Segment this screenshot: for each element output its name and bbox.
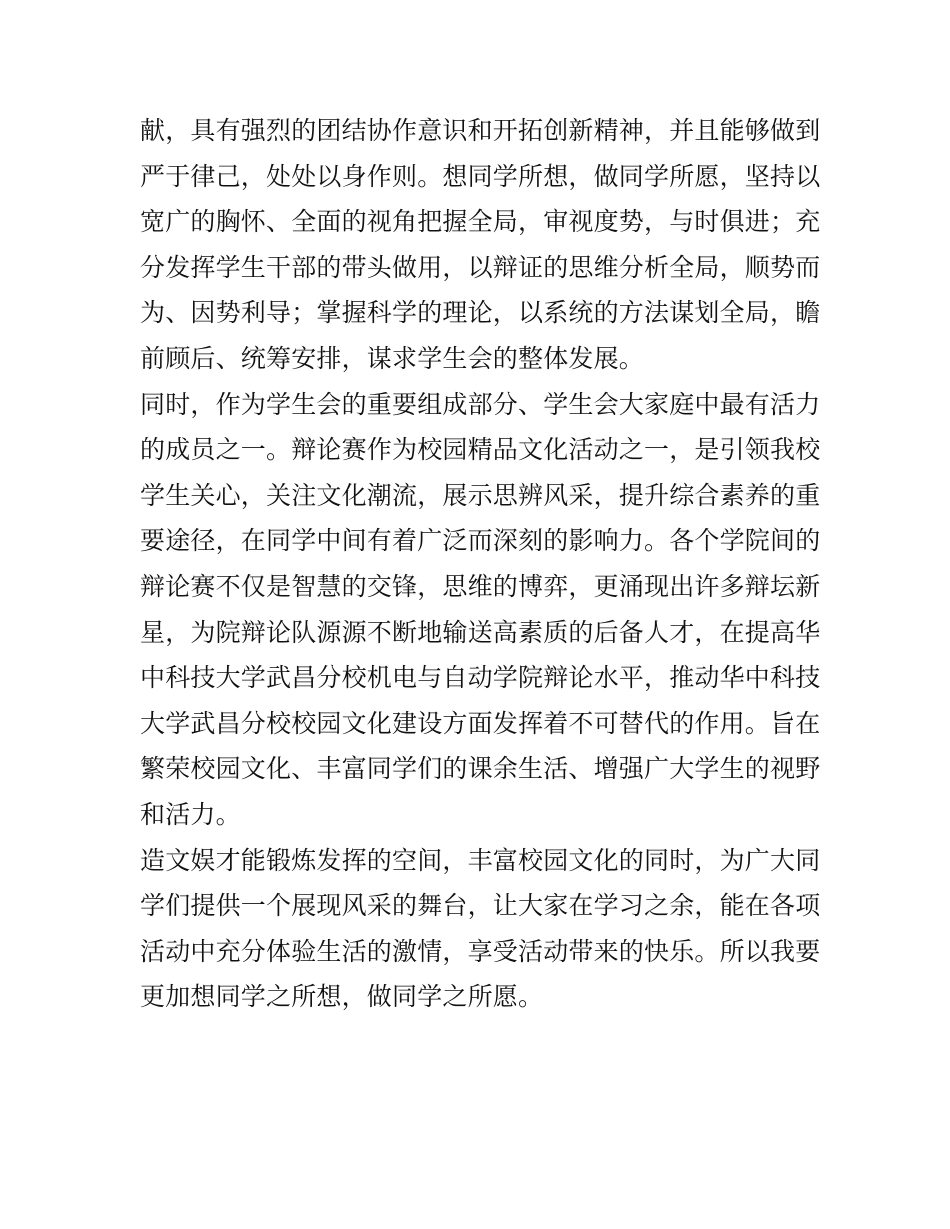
text-line: 的成员之一。辩论赛作为校园精品文化活动之一，是引领我校 [140,435,821,465]
text-line: 学生关心，关注文化潮流，展示思辨风采，提升综合素养的重 [140,480,821,510]
text-line: 和活力。 [140,799,241,829]
text-line: 学们提供一个展现风采的舞台，让大家在学习之余，能在各项 [140,891,821,921]
text-line: 星，为院辩论队源源不断地输送高素质的后备人才，在提高华 [140,617,821,647]
text-line: 繁荣校园文化、丰富同学们的课余生活、增强广大学生的视野 [140,754,821,784]
text-line: 活动中充分体验生活的激情，享受活动带来的快乐。所以我要 [140,936,821,966]
body-text [140,108,820,1020]
text-line: 更加想同学之所想，做同学之所愿。 [140,982,544,1012]
text-line: 严于律己，处处以身作则。想同学所想，做同学所愿，坚持以 [140,161,821,191]
text-line: 中科技大学武昌分校机电与自动学院辩论水平，推动华中科技 [140,663,821,693]
text-line: 同时，作为学生会的重要组成部分、学生会大家庭中最有活力 [140,389,821,419]
text-line: 宽广的胸怀、全面的视角把握全局，审视度势，与时俱进；充 [140,207,821,237]
text-line: 辩论赛不仅是智慧的交锋，思维的博弈，更涌现出许多辩坛新 [140,571,821,601]
text-line: 前顾后、统筹安排，谋求学生会的整体发展。 [140,343,645,373]
text-line: 为、因势利导；掌握科学的理论，以系统的方法谋划全局，瞻 [140,298,821,328]
text-line: 分发挥学生干部的带头做用，以辩证的思维分析全局，顺势而 [140,252,821,282]
text-line: 大学武昌分校校园文化建设方面发挥着不可替代的作用。旨在 [140,708,821,738]
text-line: 要途径，在同学中间有着广泛而深刻的影响力。各个学院间的 [140,526,821,556]
text-line: 献，具有强烈的团结协作意识和开拓创新精神，并且能够做到 [140,116,821,145]
text-line: 造文娱才能锻炼发挥的空间，丰富校园文化的同时，为广大同 [140,845,821,875]
